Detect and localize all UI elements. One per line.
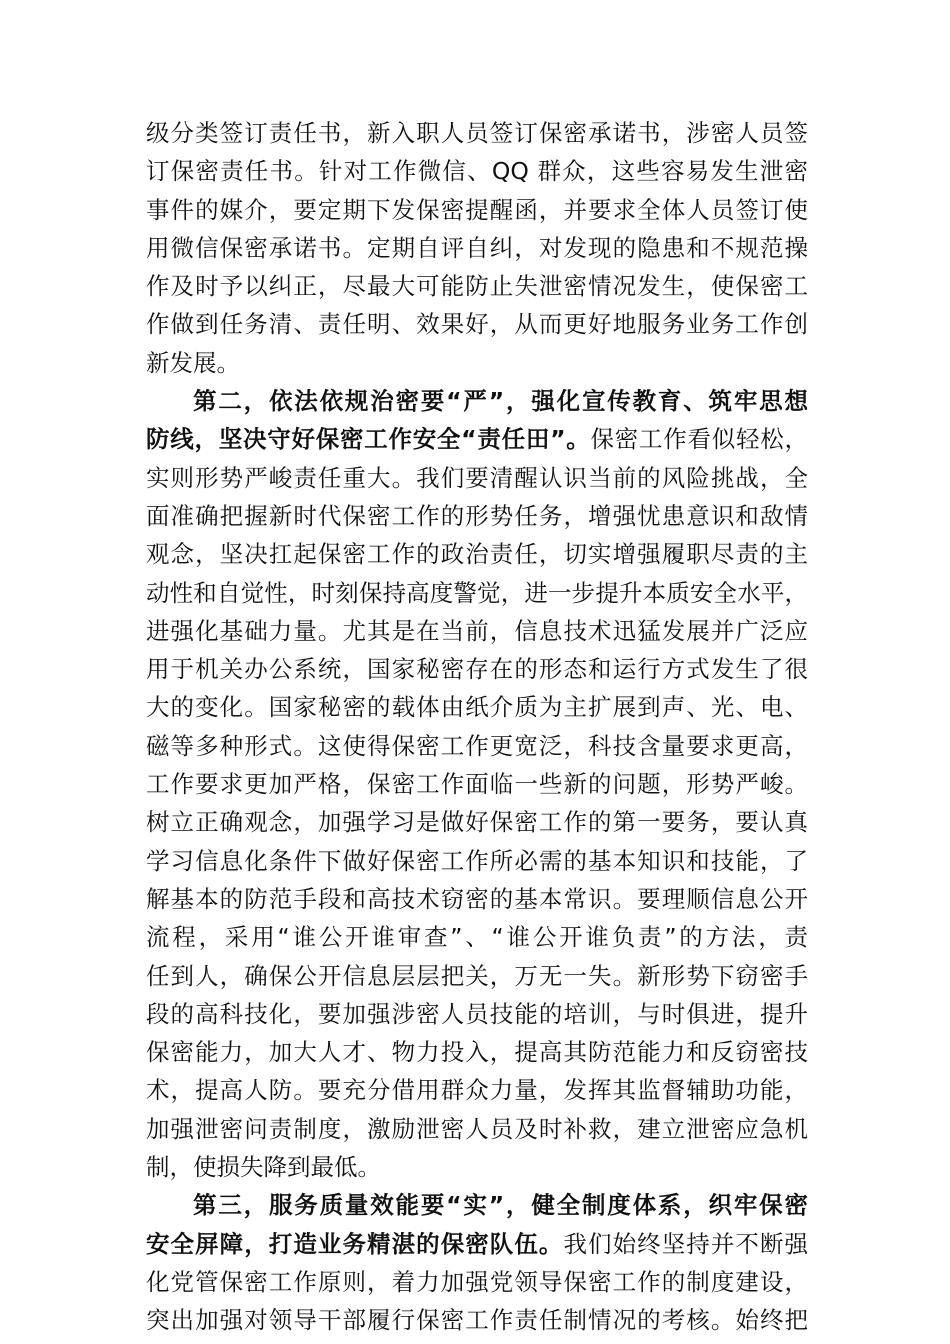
text-line: 化党管保密工作原则，着力加强党领导保密工作的制度建设， [146,1267,808,1296]
section-heading-second: 第二，依法依规治密要“严”，强化宣传教育、筑牢思想 [193,387,808,416]
text-line: 学习信息化条件下做好保密工作所必需的基本知识和技能，了 [146,846,808,875]
text-line: 流程，采用“谁公开谁审查”、“谁公开谁负责”的方法，责 [146,923,808,952]
text-line: 级分类签订责任书，新入职人员签订保密承诺书，涉密人员签 [146,119,808,147]
text-line: 面准确把握新时代保密工作的形势任务，增强忧患意识和敌情 [146,501,808,530]
document-body [146,114,808,1340]
text-line: 用微信保密承诺书。定期自评自纠，对发现的隐患和不规范操 [146,233,808,262]
text-line: 树立正确观念，加强学习是做好保密工作的第一要务，要认真 [146,808,808,837]
text-fragment: 保密工作看似轻松， [590,425,809,454]
text-line: 磁等多种形式。这使得保密工作更宽泛，科技含量要求更高， [146,731,808,760]
text-line: 任到人，确保公开信息层层把关，万无一失。新形势下窃密手 [146,961,808,990]
text-line: 工作要求更加严格，保密工作面临一些新的问题，形势严峻。 [146,770,808,799]
text-line: 作及时予以纠正，尽最大可能防止失泄密情况发生，使保密工 [146,272,808,301]
text-line: 大的变化。国家秘密的载体由纸介质为主扩展到声、光、电、 [146,693,808,722]
section-heading-second-cont: 防线，坚决守好保密工作安全“责任田”。 [146,425,591,454]
text-fragment: 我们始终坚持并不断强 [563,1229,809,1258]
text-line [146,1225,808,1263]
text-line: 进强化基础力量。尤其是在当前，信息技术迅猛发展并广泛应 [146,616,808,645]
text-line: 解基本的防范手段和高技术窃密的基本常识。要理顺信息公开 [146,884,808,913]
text-line: 术，提高人防。要充分借用群众力量，发挥其监督辅助功能， [146,1076,808,1105]
text-line: 保密能力，加大人才、物力投入，提高其防范能力和反窃密技 [146,1038,808,1067]
text-line: 事件的媒介，要定期下发保密提醒函，并要求全体人员签订使 [146,195,808,224]
text-line: 段的高科技化，要加强涉密人员技能的培训，与时俱进，提升 [146,999,808,1028]
text-line: 用于机关办公系统，国家秘密存在的形态和运行方式发生了很 [146,655,808,684]
text-line: 订保密责任书。针对工作微信、QQ 群众，这些容易发生泄密 [146,157,808,186]
text-line: 新发展。 [146,348,240,377]
section-heading-third: 第三，服务质量效能要“实”，健全制度体系，织牢保密 [193,1191,808,1220]
text-line: 观念，坚决扛起保密工作的政治责任，切实增强履职尽责的主 [146,540,808,569]
text-line: 突出加强对领导干部履行保密工作责任制情况的考核。始终把 [146,1306,808,1335]
text-line: 加强泄密问责制度，激励泄密人员及时补救，建立泄密应急机 [146,1114,808,1143]
text-line [146,420,808,458]
text-line: 实则形势严峻责任重大。我们要清醒认识当前的风险挑战，全 [146,463,808,492]
text-line: 动性和自觉性，时刻保持高度警觉，进一步提升本质安全水平， [146,578,808,607]
text-line: 制，使损失降到最低。 [146,1153,381,1182]
text-line: 作做到任务清、责任明、效果好，从而更好地服务业务工作创 [146,310,808,339]
section-heading-third-cont: 安全屏障，打造业务精湛的保密队伍。 [146,1229,564,1258]
